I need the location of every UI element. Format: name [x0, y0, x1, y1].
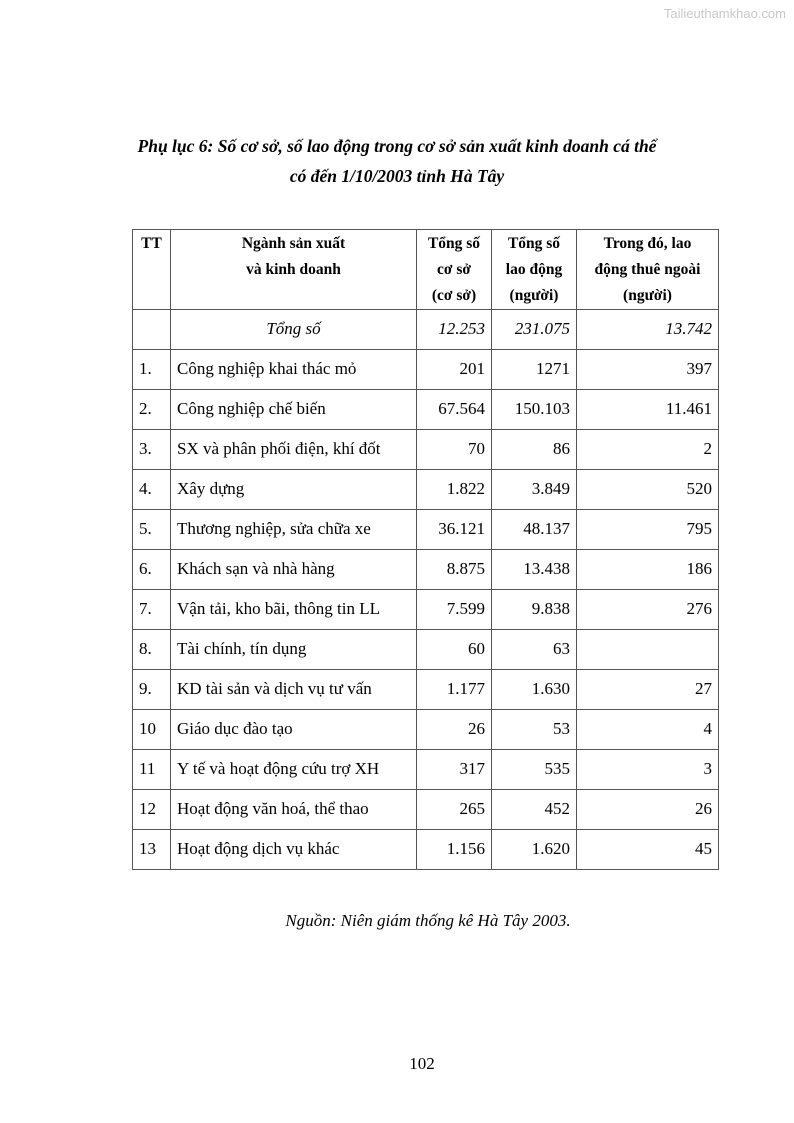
table-row: [133, 750, 719, 790]
cell-establishments: 1.822: [417, 470, 492, 510]
cell-workers: 9.838: [492, 590, 577, 630]
cell-hired: 4: [577, 710, 719, 750]
header-sector: Ngành sản xuất và kinh doanh: [171, 230, 417, 310]
cell-tt: 7.: [133, 590, 171, 630]
cell-establishments: 67.564: [417, 390, 492, 430]
cell-workers: 13.438: [492, 550, 577, 590]
cell-name: Hoạt động dịch vụ khác: [171, 830, 417, 870]
cell-tt: [133, 310, 171, 350]
cell-name: Công nghiệp chế biến: [171, 390, 417, 430]
cell-hired: 26: [577, 790, 719, 830]
cell-workers: 231.075: [492, 310, 577, 350]
header-workers: Tổng số lao động (người): [492, 230, 577, 310]
cell-workers: 3.849: [492, 470, 577, 510]
table-row: [133, 630, 719, 670]
page-number: 102: [409, 1054, 435, 1073]
cell-establishments: 36.121: [417, 510, 492, 550]
cell-hired: 397: [577, 350, 719, 390]
table-row: [133, 550, 719, 590]
cell-tt: 1.: [133, 350, 171, 390]
cell-hired: 3: [577, 750, 719, 790]
cell-name: Hoạt động văn hoá, thể thao: [171, 790, 417, 830]
cell-workers: 48.137: [492, 510, 577, 550]
cell-hired: 795: [577, 510, 719, 550]
table-row: [133, 830, 719, 870]
cell-tt: 5.: [133, 510, 171, 550]
cell-establishments: 317: [417, 750, 492, 790]
table-row: [133, 390, 719, 430]
title-line-1: Phụ lục 6: Số cơ sở, số lao động trong cơ sở sản xuất kinh doanh cá thể: [137, 136, 657, 156]
cell-workers: 63: [492, 630, 577, 670]
cell-establishments: 26: [417, 710, 492, 750]
cell-establishments: 7.599: [417, 590, 492, 630]
cell-tt: 10: [133, 710, 171, 750]
total-row: [133, 310, 719, 350]
cell-hired: 27: [577, 670, 719, 710]
cell-hired: 520: [577, 470, 719, 510]
table-row: [133, 590, 719, 630]
cell-workers: 1271: [492, 350, 577, 390]
cell-name: Xây dựng: [171, 470, 417, 510]
cell-tt: 12: [133, 790, 171, 830]
cell-establishments: 1.156: [417, 830, 492, 870]
cell-name: Tổng số: [171, 310, 417, 350]
cell-name: Công nghiệp khai thác mỏ: [171, 350, 417, 390]
header-row: [133, 230, 719, 310]
cell-name: KD tài sản và dịch vụ tư vấn: [171, 670, 417, 710]
cell-tt: 13: [133, 830, 171, 870]
cell-hired: 45: [577, 830, 719, 870]
table-row: [133, 670, 719, 710]
cell-name: Thương nghiệp, sửa chữa xe: [171, 510, 417, 550]
table-row: [133, 430, 719, 470]
cell-hired: 2: [577, 430, 719, 470]
source-note: Nguồn: Niên giám thống kê Hà Tây 2003.: [285, 911, 571, 930]
cell-establishments: 70: [417, 430, 492, 470]
cell-establishments: 201: [417, 350, 492, 390]
table-row: [133, 790, 719, 830]
cell-establishments: 12.253: [417, 310, 492, 350]
table-row: [133, 510, 719, 550]
cell-tt: 4.: [133, 470, 171, 510]
cell-tt: 6.: [133, 550, 171, 590]
table-row: [133, 470, 719, 510]
title-line-2: có đến 1/10/2003 tỉnh Hà Tây: [289, 166, 505, 186]
cell-name: Vận tải, kho bãi, thông tin LL: [171, 590, 417, 630]
cell-hired: [577, 630, 719, 670]
cell-workers: 1.630: [492, 670, 577, 710]
statistics-table: [132, 229, 719, 870]
header-hired-workers: Trong đó, lao động thuê ngoài (người): [577, 230, 719, 310]
cell-tt: 9.: [133, 670, 171, 710]
table-row: [133, 710, 719, 750]
cell-tt: 3.: [133, 430, 171, 470]
cell-hired: 11.461: [577, 390, 719, 430]
cell-workers: 1.620: [492, 830, 577, 870]
header-tt: TT: [133, 230, 171, 310]
header-establishments: Tổng số cơ sở (cơ sở): [417, 230, 492, 310]
cell-establishments: 265: [417, 790, 492, 830]
cell-workers: 535: [492, 750, 577, 790]
cell-establishments: 8.875: [417, 550, 492, 590]
cell-establishments: 1.177: [417, 670, 492, 710]
cell-hired: 13.742: [577, 310, 719, 350]
cell-workers: 150.103: [492, 390, 577, 430]
cell-tt: 8.: [133, 630, 171, 670]
cell-hired: 276: [577, 590, 719, 630]
cell-workers: 86: [492, 430, 577, 470]
cell-workers: 452: [492, 790, 577, 830]
cell-establishments: 60: [417, 630, 492, 670]
cell-workers: 53: [492, 710, 577, 750]
cell-name: Giáo dục đào tạo: [171, 710, 417, 750]
watermark: Tailieuthamkhao.com: [663, 6, 786, 21]
cell-tt: 2.: [133, 390, 171, 430]
cell-name: Tài chính, tín dụng: [171, 630, 417, 670]
cell-name: Y tế và hoạt động cứu trợ XH: [171, 750, 417, 790]
cell-tt: 11: [133, 750, 171, 790]
appendix-title: [0, 131, 794, 191]
cell-name: Khách sạn và nhà hàng: [171, 550, 417, 590]
table-row: [133, 350, 719, 390]
cell-hired: 186: [577, 550, 719, 590]
cell-name: SX và phân phối điện, khí đốt: [171, 430, 417, 470]
